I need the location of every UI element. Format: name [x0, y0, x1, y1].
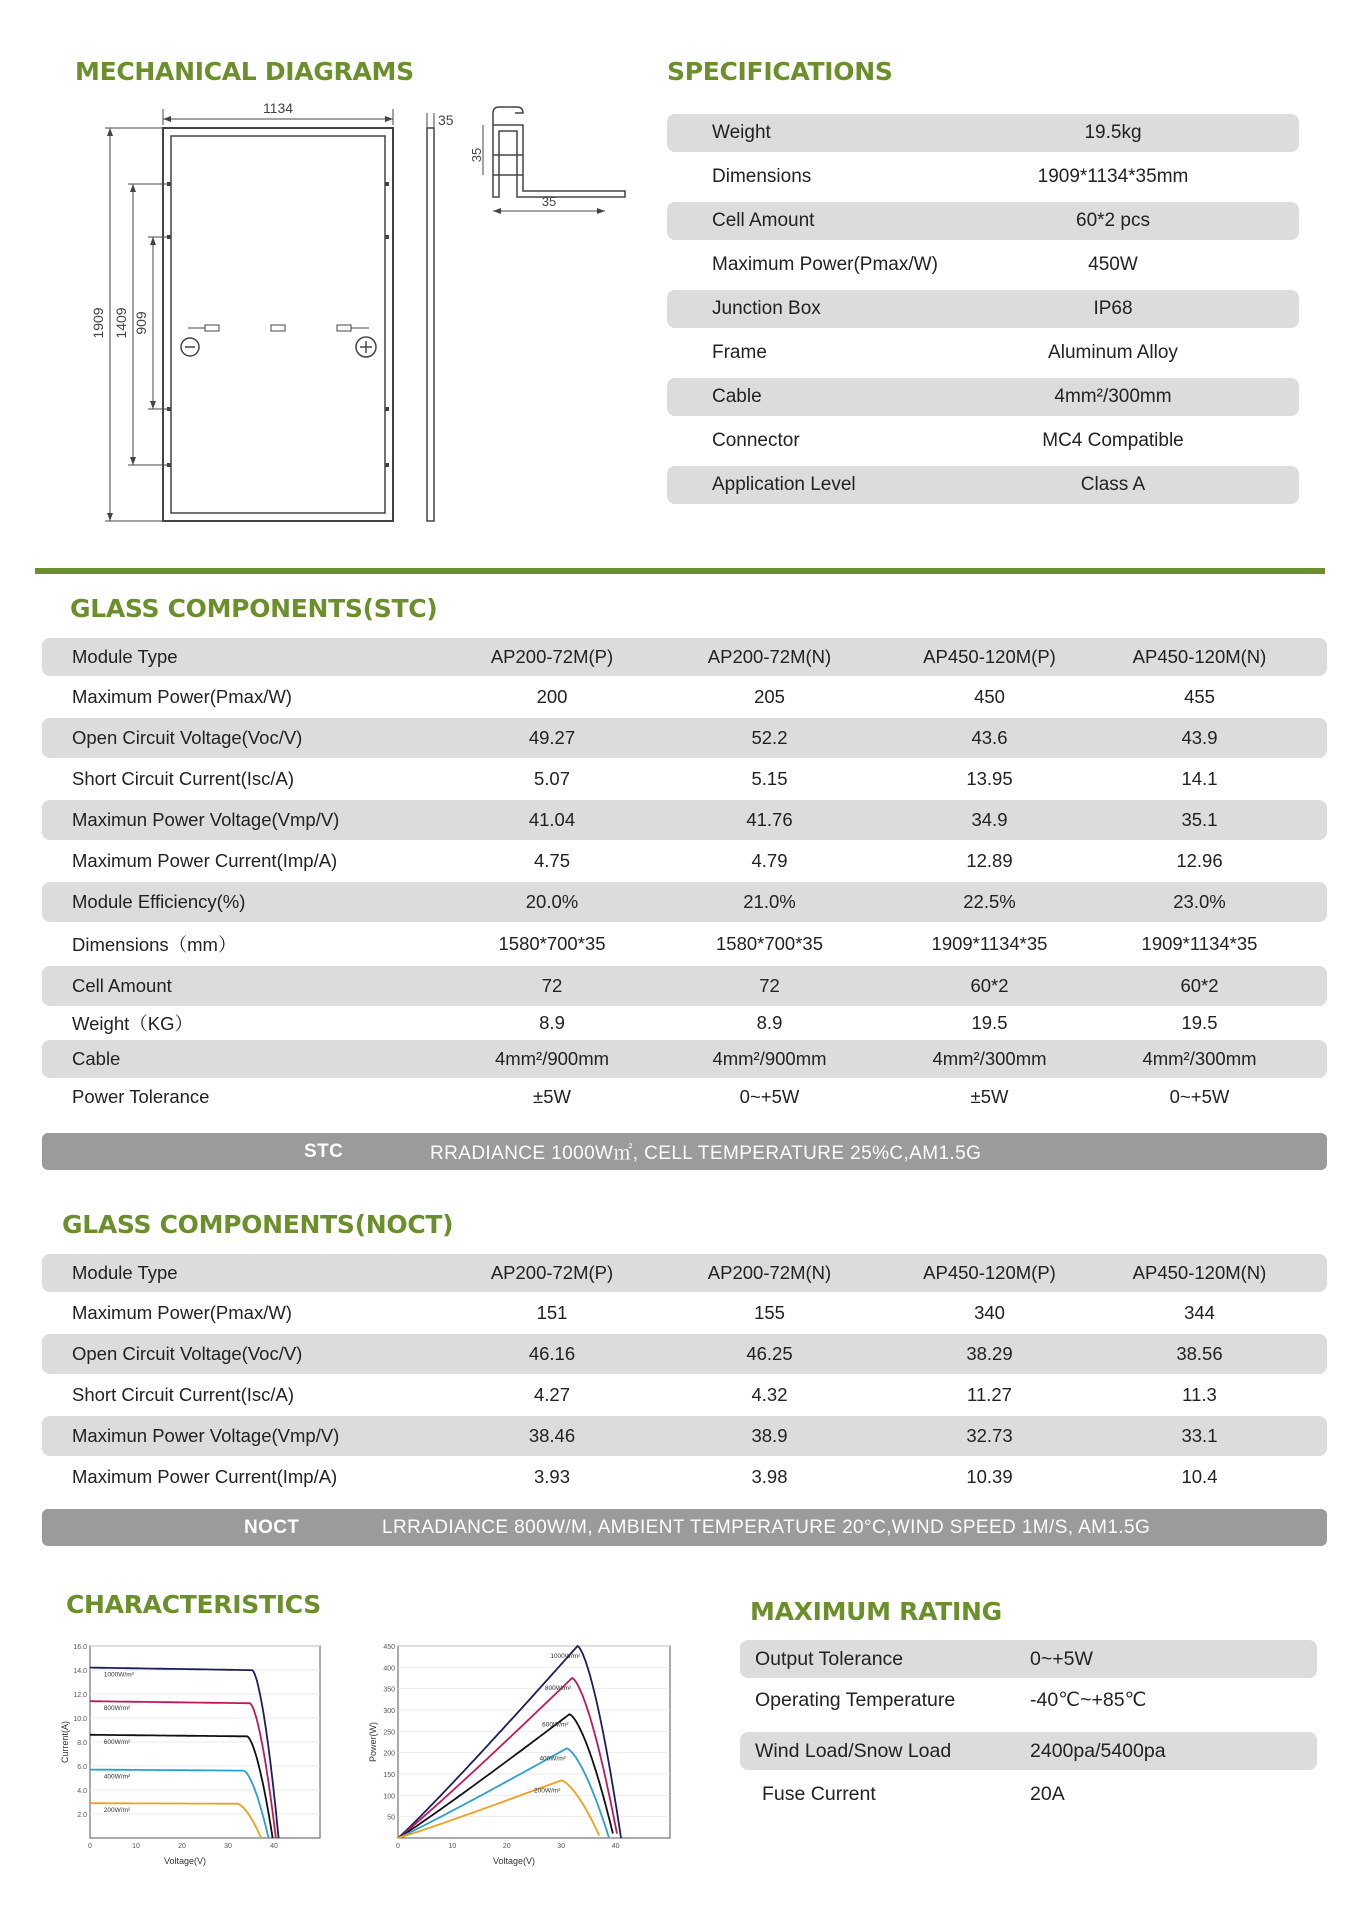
spec-value: MC4 Compatible: [1042, 430, 1184, 451]
stc-table-body: [42, 676, 1327, 1116]
x-tick-label: 10: [448, 1843, 457, 1850]
spec-value: 19.5kg: [1084, 122, 1142, 143]
row-label: Module Efficiency(%): [72, 891, 246, 912]
table-cell: 19.5: [971, 1012, 1008, 1033]
spec-value: 4mm²/300mm: [1054, 386, 1172, 407]
x-tick-label: 20: [502, 1843, 511, 1850]
rating-row: [740, 1678, 1317, 1722]
table-row: [42, 1006, 1327, 1040]
table-row: [42, 1456, 1327, 1498]
iv-curve-chart: [52, 1638, 342, 1868]
specifications-table: [667, 114, 1299, 510]
table-cell: 4.27: [533, 1384, 570, 1405]
row-label: Cell Amount: [72, 975, 172, 996]
table-cell: 49.27: [528, 727, 576, 748]
y-tick-label: 400: [383, 1665, 395, 1673]
section-divider: [35, 568, 1325, 574]
specifications-title: SPECIFICATIONS: [667, 57, 893, 86]
rating-label: Wind Load/Snow Load: [755, 1739, 952, 1762]
spec-row: [667, 466, 1299, 504]
table-cell: 38.56: [1176, 1343, 1223, 1364]
series-label: 600W/m²: [103, 1738, 131, 1746]
table-cell: 3.93: [533, 1466, 570, 1487]
table-cell: 60*2: [1180, 975, 1219, 996]
table-cell: 33.1: [1181, 1425, 1218, 1446]
table-cell: 200: [536, 686, 568, 707]
stc-note-text: RRADIANCE 1000W㎡, CELL TEMPERATURE 25%C,AM1.5G: [430, 1143, 982, 1164]
y-tick-label: 50: [387, 1814, 395, 1822]
series-label: 400W/m²: [539, 1755, 566, 1763]
table-cell: 455: [1184, 686, 1215, 707]
x-tick-label: 20: [178, 1843, 186, 1850]
spec-row: [667, 158, 1299, 196]
row-label: Cable: [72, 1048, 121, 1069]
series-label: 1000W/m²: [103, 1671, 134, 1679]
table-cell: 155: [754, 1302, 785, 1323]
spec-label: Connector: [712, 430, 800, 451]
table-cell: 8.9: [539, 1012, 565, 1033]
table-cell: ±5W: [533, 1086, 571, 1107]
dim-height-mid: 1409: [113, 307, 129, 339]
row-label: Dimensions（mm）: [72, 934, 237, 955]
spec-value: 1909*1134*35mm: [1037, 166, 1189, 187]
table-cell: 19.5: [1181, 1012, 1218, 1033]
y-tick-label: 2.0: [77, 1812, 87, 1819]
stc-note-label: STC: [304, 1140, 344, 1162]
row-label: Open Circuit Voltage(Voc/V): [72, 1343, 303, 1364]
header-cell: AP200-72M(N): [707, 1262, 832, 1283]
header-cell: AP200-72M(N): [707, 646, 832, 667]
row-label: Maximun Power Voltage(Vmp/V): [72, 1425, 340, 1446]
y-tick-label: 6.0: [77, 1764, 87, 1771]
table-header-row: [42, 1254, 1327, 1292]
spec-label: Frame: [712, 342, 767, 363]
rating-row: [740, 1732, 1317, 1770]
table-cell: 4mm²/300mm: [1142, 1048, 1257, 1069]
y-tick-label: 16.0: [73, 1644, 87, 1651]
dim-profile-height: 35: [469, 147, 484, 163]
table-cell: 38.29: [966, 1343, 1013, 1364]
table-row: [42, 1334, 1327, 1374]
table-cell: 52.2: [751, 727, 788, 748]
y-tick-label: 10.0: [73, 1716, 87, 1723]
table-row: [42, 966, 1327, 1006]
series-label: 800W/m²: [103, 1705, 131, 1713]
table-cell: 32.73: [966, 1425, 1013, 1446]
table-cell: 38.9: [751, 1425, 788, 1446]
header-cell: AP200-72M(P): [490, 646, 614, 667]
table-cell: 4.32: [751, 1384, 788, 1405]
rating-label: Operating Temperature: [755, 1688, 956, 1711]
spec-value: IP68: [1093, 298, 1133, 319]
table-cell: 12.96: [1176, 850, 1223, 871]
table-cell: 41.04: [528, 809, 576, 830]
table-cell: 5.15: [751, 768, 788, 789]
spec-label: Junction Box: [712, 298, 821, 319]
row-label: Short Circuit Current(Isc/A): [72, 768, 295, 789]
stc-note-bar: [42, 1133, 1327, 1170]
table-cell: 0~+5W: [739, 1086, 800, 1107]
rating-row: [740, 1774, 1317, 1814]
y-axis-label: Current(A): [60, 1720, 70, 1764]
stc-title: GLASS COMPONENTS(STC): [70, 594, 438, 623]
table-row: [42, 882, 1327, 922]
table-cell: 11.27: [967, 1384, 1012, 1405]
table-cell: 35.1: [1181, 809, 1218, 830]
series-label: 600W/m²: [542, 1721, 569, 1729]
table-cell: 22.5%: [963, 891, 1016, 912]
spec-value: Class A: [1080, 474, 1146, 495]
series-label: 400W/m²: [103, 1773, 131, 1781]
noct-table-body: [42, 1292, 1327, 1498]
table-cell: 1909*1134*35: [931, 933, 1048, 954]
spec-value: 450W: [1088, 254, 1138, 275]
table-cell: 151: [536, 1302, 568, 1323]
table-cell: 72: [759, 975, 780, 996]
header-cell: Module Type: [72, 1262, 178, 1283]
table-row: [42, 800, 1327, 840]
table-row: [42, 1078, 1327, 1116]
table-cell: 10.4: [1181, 1466, 1218, 1487]
stc-table: [42, 638, 1327, 1116]
table-cell: 3.98: [751, 1466, 788, 1487]
y-tick-label: 250: [383, 1729, 395, 1737]
table-row: [42, 1416, 1327, 1456]
x-axis-label: Voltage(V): [492, 1856, 536, 1866]
max-rating-title: MAXIMUM RATING: [750, 1597, 1002, 1626]
mechanical-diagram: [85, 95, 645, 535]
table-cell: 13.95: [966, 768, 1013, 789]
series-line: [398, 1748, 609, 1838]
header-cell: AP450-120M(N): [1132, 1262, 1267, 1283]
dim-profile-width: 35: [541, 194, 557, 209]
header-cell: Module Type: [72, 646, 178, 667]
x-tick-label: 40: [611, 1843, 620, 1850]
table-row: [42, 676, 1327, 718]
rating-value: 20A: [1030, 1782, 1065, 1805]
spec-label: Cell Amount: [712, 210, 815, 231]
table-cell: ±5W: [970, 1086, 1009, 1107]
table-cell: 23.0%: [1173, 891, 1226, 912]
row-label: Maximum Power Current(Imp/A): [72, 850, 338, 871]
table-row: [42, 758, 1327, 800]
table-row: [42, 718, 1327, 758]
noct-title: GLASS COMPONENTS(NOCT): [62, 1210, 454, 1239]
header-cell: AP450-120M(P): [923, 1262, 1056, 1283]
table-cell: 450: [974, 686, 1005, 707]
characteristics-title: CHARACTERISTICS: [66, 1590, 321, 1619]
table-cell: 8.9: [756, 1012, 783, 1033]
table-cell: 38.46: [528, 1425, 576, 1446]
table-cell: 46.25: [746, 1343, 793, 1364]
series-label: 800W/m²: [544, 1685, 572, 1692]
noct-table: [42, 1254, 1327, 1498]
x-tick-label: 40: [270, 1843, 278, 1850]
x-tick-label: 0: [88, 1843, 92, 1850]
spec-label: Dimensions: [712, 166, 812, 187]
y-tick-label: 350: [383, 1686, 395, 1694]
y-tick-label: 450: [383, 1644, 395, 1651]
row-label: Open Circuit Voltage(Voc/V): [72, 727, 303, 748]
table-cell: 1580*700*35: [716, 933, 823, 954]
y-tick-label: 12.0: [73, 1692, 87, 1699]
spec-label: Cable: [712, 386, 762, 407]
y-tick-label: 300: [383, 1708, 395, 1715]
spec-value: 60*2 pcs: [1076, 210, 1150, 231]
table-cell: 4.75: [533, 850, 570, 871]
dim-height-total: 1909: [90, 307, 106, 339]
table-cell: 43.6: [971, 727, 1008, 748]
y-tick-label: 100: [383, 1793, 395, 1801]
header-cell: AP200-72M(P): [490, 1262, 614, 1283]
table-header-row: [42, 638, 1327, 676]
spec-row: [667, 246, 1299, 284]
table-row: [42, 922, 1327, 966]
table-cell: 46.16: [528, 1343, 576, 1364]
spec-label: Weight: [712, 122, 771, 143]
spec-row: [667, 422, 1299, 460]
header-cell: AP450-120M(P): [923, 646, 1056, 667]
spec-label: Application Level: [712, 474, 856, 495]
rating-value: 0~+5W: [1030, 1647, 1093, 1670]
table-row: [42, 1040, 1327, 1078]
mechanical-title: MECHANICAL DIAGRAMS: [75, 57, 414, 86]
x-tick-label: 10: [132, 1843, 140, 1850]
series-line: [398, 1714, 613, 1838]
spec-row: [667, 334, 1299, 372]
spec-row: [667, 202, 1299, 240]
spec-row: [667, 290, 1299, 328]
spec-label: Maximum Power(Pmax/W): [712, 254, 938, 275]
x-axis-label: Voltage(V): [163, 1856, 207, 1866]
rating-value: 2400pa/5400pa: [1030, 1739, 1166, 1762]
spec-row: [667, 114, 1299, 152]
table-cell: 43.9: [1181, 727, 1218, 748]
rating-label: Output Tolerance: [755, 1647, 904, 1670]
y-tick-label: 150: [383, 1772, 395, 1779]
y-tick-label: 200: [383, 1750, 395, 1758]
table-cell: 4mm²/900mm: [712, 1048, 827, 1069]
table-cell: 0~+5W: [1169, 1086, 1230, 1107]
row-label: Maximum Power(Pmax/W): [72, 1302, 292, 1323]
table-cell: 72: [541, 975, 563, 996]
series-line: [90, 1735, 273, 1838]
row-label: Maximum Power Current(Imp/A): [72, 1466, 338, 1487]
table-cell: 205: [754, 686, 785, 707]
noct-note-text: LRRADIANCE 800W/M, AMBIENT TEMPERATURE 20°C,WIND SPEED 1M/S, AM1.5G: [382, 1516, 1151, 1538]
y-axis-label: Power(W): [368, 1722, 378, 1762]
dim-width: 1134: [262, 100, 294, 116]
table-cell: 12.89: [966, 850, 1013, 871]
row-label: Maximun Power Voltage(Vmp/V): [72, 809, 340, 830]
y-tick-label: 8.0: [77, 1740, 87, 1747]
x-tick-label: 30: [557, 1843, 566, 1850]
table-cell: 20.0%: [525, 891, 579, 912]
row-label: Weight（KG）: [72, 1013, 193, 1034]
table-cell: 21.0%: [743, 891, 796, 912]
table-cell: 11.3: [1182, 1384, 1217, 1405]
dim-height-inner: 909: [133, 311, 149, 335]
row-label: Short Circuit Current(Isc/A): [72, 1384, 295, 1405]
series-label: 200W/m²: [534, 1787, 561, 1795]
series-label: 1000W/m²: [550, 1653, 581, 1660]
header-cell: AP450-120M(N): [1132, 646, 1267, 667]
noct-note-label: NOCT: [244, 1516, 300, 1538]
table-cell: 340: [974, 1302, 1005, 1323]
table-cell: 60*2: [970, 975, 1009, 996]
spec-row: [667, 378, 1299, 416]
rating-label: Fuse Current: [762, 1782, 876, 1805]
dim-thickness: 35: [438, 112, 454, 128]
max-rating-table: [740, 1640, 1317, 1814]
row-label: Maximum Power(Pmax/W): [72, 686, 292, 707]
x-tick-label: 0: [396, 1843, 400, 1850]
pv-curve-chart: [358, 1638, 688, 1868]
table-cell: 1909*1134*35: [1141, 933, 1258, 954]
y-tick-label: 14.0: [73, 1668, 87, 1675]
series-line: [398, 1678, 617, 1838]
table-cell: 1580*700*35: [498, 933, 606, 954]
table-cell: 344: [1184, 1302, 1215, 1323]
x-tick-label: 30: [224, 1843, 232, 1850]
table-cell: 10.39: [966, 1466, 1013, 1487]
table-row: [42, 840, 1327, 882]
spec-value: Aluminum Alloy: [1048, 342, 1178, 363]
table-cell: 41.76: [746, 809, 793, 830]
table-cell: 4.79: [751, 850, 788, 871]
rating-value: -40℃~+85℃: [1030, 1689, 1147, 1711]
series-label: 200W/m²: [103, 1807, 131, 1815]
row-label: Power Tolerance: [72, 1086, 210, 1107]
table-row: [42, 1292, 1327, 1334]
table-cell: 5.07: [533, 768, 570, 789]
rating-row: [740, 1640, 1317, 1678]
table-cell: 4mm²/300mm: [932, 1048, 1047, 1069]
y-tick-label: 4.0: [77, 1788, 87, 1795]
table-cell: 34.9: [971, 809, 1008, 830]
table-cell: 14.1: [1181, 768, 1218, 789]
noct-note-bar: [42, 1509, 1327, 1546]
table-row: [42, 1374, 1327, 1416]
table-cell: 4mm²/900mm: [494, 1048, 610, 1069]
